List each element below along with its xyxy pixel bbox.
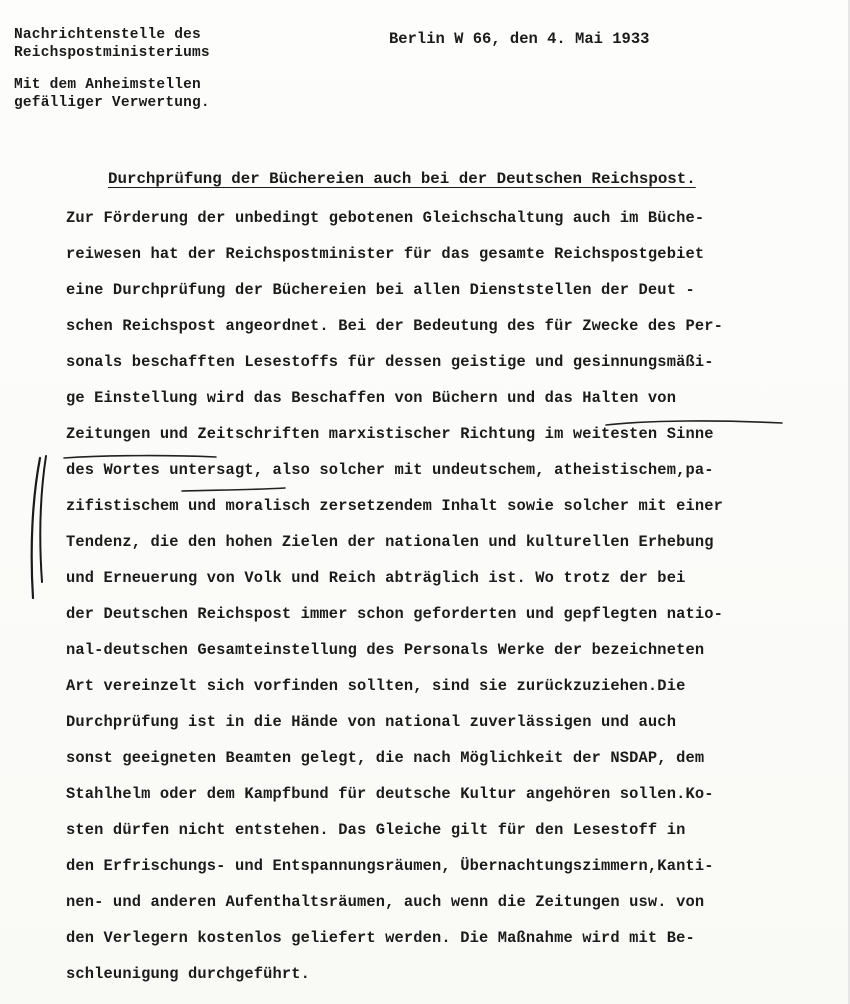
body-line: den Verlegern kostenlos geliefert werden. Die Maßnahme wird mit Be- [66, 929, 695, 947]
sender-line: Nachrichtenstelle des [14, 27, 201, 43]
sender-line: Mit dem Anheimstellen [14, 77, 201, 93]
body-line: Art vereinzelt sich vorfinden sollten, sind sie zurückzuziehen.Die [66, 677, 686, 695]
sender-block [14, 26, 210, 112]
sender-line: Reichspostministeriums [14, 45, 210, 61]
body-line: und Erneuerung von Volk und Reich abträglich ist. Wo trotz der bei [66, 569, 686, 587]
margin-mark-left [32, 458, 40, 598]
body-line: nal-deutschen Gesamteinstellung des Personals Werke der bezeichneten [66, 641, 705, 659]
margin-mark-right [40, 456, 46, 582]
body-line: nen- und anderen Aufenthaltsräumen, auch wenn die Zeitungen usw. von [66, 893, 705, 911]
body-line: Zur Förderung der unbedingt gebotenen Gleichschaltung auch im Büche- [66, 209, 705, 227]
body-line: Durchprüfung ist in die Hände von national zuverlässigen und auch [66, 713, 677, 731]
body-line: Stahlhelm oder dem Kampfbund für deutsche Kultur angehören sollen.Ko- [66, 785, 714, 803]
body-line: sonst geeigneten Beamten gelegt, die nach Möglichkeit der NSDAP, dem [66, 749, 705, 767]
body-line: sten dürfen nicht entstehen. Das Gleiche gilt für den Lesestoff in [66, 821, 686, 839]
body-line: den Erfrischungs- und Entspannungsräumen, Übernachtungszimmern,Kanti- [66, 857, 714, 875]
body-line: schen Reichspost angeordnet. Bei der Bedeutung des für Zwecke des Per- [66, 317, 724, 335]
body-text [66, 203, 826, 995]
body-line: der Deutschen Reichspost immer schon geforderten und gepflegten natio- [66, 605, 724, 623]
sender-line: gefälliger Verwertung. [14, 95, 210, 111]
body-line: zifistischem und moralisch zersetzendem Inhalt sowie solcher mit einer [66, 497, 724, 515]
body-line: Zeitungen und Zeitschriften marxistischer Richtung im weitesten Sinne [66, 425, 714, 443]
body-line: reiwesen hat der Reichspostminister für das gesamte Reichspostgebiet [66, 245, 705, 263]
body-line: eine Durchprüfung der Büchereien bei allen Dienststellen der Deut - [66, 281, 695, 299]
document-title: Durchprüfung der Büchereien auch bei der Deutschen Reichspost. [108, 170, 696, 188]
body-line: sonals beschafften Lesestoffs für dessen geistige und gesinnungsmäßi- [66, 353, 714, 371]
body-line: schleunigung durchgeführt. [66, 965, 311, 983]
body-line: Tendenz, die den hohen Zielen der nationalen und kulturellen Erhebung [66, 533, 714, 551]
body-line: ge Einstellung wird das Beschaffen von Büchern und das Halten von [66, 389, 677, 407]
body-line: des Wortes untersagt, also solcher mit undeutschem, atheistischem,pa- [66, 461, 714, 479]
dateline: Berlin W 66, den 4. Mai 1933 [389, 30, 650, 48]
